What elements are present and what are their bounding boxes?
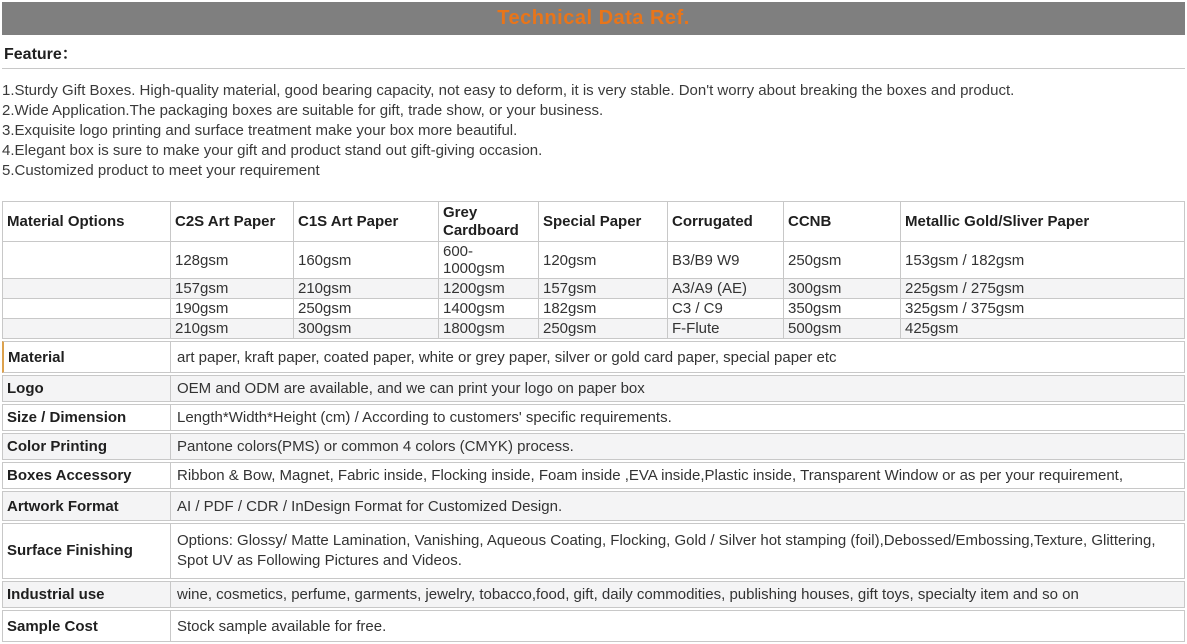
feature-item-3: 3.Exquisite logo printing and surface treatment make your box more beautiful. [2, 122, 518, 139]
spec-row-logo [2, 375, 1185, 402]
cell: 128gsm [171, 242, 294, 279]
cell: 1200gsm [439, 279, 539, 299]
cell: 300gsm [784, 279, 901, 299]
spec-table [2, 339, 1185, 644]
spec-label: Surface Finishing [2, 523, 170, 579]
cell: B3/B9 W9 [668, 242, 784, 279]
spec-value: art paper, kraft paper, coated paper, white or grey paper, silver or gold card paper, special paper etc [170, 341, 1185, 373]
feature-item-4: 4.Elegant box is sure to make your gift and product stand out gift-giving occasion. [2, 142, 543, 159]
feature-item-1: 1.Sturdy Gift Boxes. High-quality material, good bearing capacity, not easy to deform, it is very stable. Don't worry about breaking the boxes and product. [2, 82, 1015, 99]
table-row [3, 319, 1185, 339]
spec-label: Boxes Accessory [2, 462, 170, 489]
col-header-grey-cardboard: Grey Cardboard [439, 202, 539, 242]
cell: 250gsm [539, 319, 668, 339]
cell: 600-1000gsm [439, 242, 539, 279]
cell: 250gsm [784, 242, 901, 279]
cell: 250gsm [294, 299, 439, 319]
title-bar [2, 2, 1185, 35]
col-header-special-paper: Special Paper [539, 202, 668, 242]
materials-table [2, 201, 1185, 339]
cell: A3/A9 (AE) [668, 279, 784, 299]
spec-label: Logo [2, 375, 170, 402]
spec-row-industrial-use [2, 581, 1185, 608]
spec-label: Color Printing [2, 433, 170, 460]
cell: F-Flute [668, 319, 784, 339]
spec-value: Length*Width*Height (cm) / According to customers' specific requirements. [170, 404, 1185, 431]
spec-row-color-printing [2, 433, 1185, 460]
spec-label: Artwork Format [2, 491, 170, 521]
cell: 210gsm [171, 319, 294, 339]
spec-label: Industrial use [2, 581, 170, 608]
cell: 182gsm [539, 299, 668, 319]
cell: 190gsm [171, 299, 294, 319]
table-row [3, 299, 1185, 319]
table-row [3, 279, 1185, 299]
cell [3, 319, 171, 339]
cell [3, 279, 171, 299]
spec-row-material [2, 341, 1185, 373]
materials-header-row [3, 202, 1185, 242]
spec-label: Size / Dimension [2, 404, 170, 431]
spec-value: Ribbon & Bow, Magnet, Fabric inside, Flocking inside, Foam inside ,EVA inside,Plastic inside, Transparent Window or as per your requirement, [170, 462, 1185, 489]
cell: 1400gsm [439, 299, 539, 319]
spec-row-boxes-accessory [2, 462, 1185, 489]
cell: 210gsm [294, 279, 439, 299]
spec-value: AI / PDF / CDR / InDesign Format for Customized Design. [170, 491, 1185, 521]
cell [3, 242, 171, 279]
spec-row-size-dimension [2, 404, 1185, 431]
feature-item-2: 2.Wide Application.The packaging boxes are suitable for gift, trade show, or your business. [2, 102, 604, 119]
cell: 325gsm / 375gsm [901, 299, 1185, 319]
feature-heading: Feature： [2, 38, 1185, 69]
spec-row-surface-finishing [2, 523, 1185, 579]
cell: 157gsm [539, 279, 668, 299]
spec-row-sample-cost [2, 610, 1185, 642]
cell [3, 299, 171, 319]
spec-value: wine, cosmetics, perfume, garments, jewelry, tobacco,food, gift, daily commodities, publishing houses, gift toys, specialty item and so on [170, 581, 1185, 608]
col-header-corrugated: Corrugated [668, 202, 784, 242]
col-header-material-options: Material Options [3, 202, 171, 242]
table-row [3, 242, 1185, 279]
feature-item-5: 5.Customized product to meet your requirement [2, 162, 320, 179]
spec-value: Stock sample available for free. [170, 610, 1185, 642]
spec-label: Sample Cost [2, 610, 170, 642]
spec-label: Material [2, 341, 170, 373]
col-header-c1s-art-paper: C1S Art Paper [294, 202, 439, 242]
cell: 120gsm [539, 242, 668, 279]
cell: 500gsm [784, 319, 901, 339]
col-header-c2s-art-paper: C2S Art Paper [171, 202, 294, 242]
col-header-ccnb: CCNB [784, 202, 901, 242]
feature-list [2, 81, 1185, 181]
cell: 157gsm [171, 279, 294, 299]
cell: 300gsm [294, 319, 439, 339]
cell: 153gsm / 182gsm [901, 242, 1185, 279]
spec-value: Options: Glossy/ Matte Lamination, Vanishing, Aqueous Coating, Flocking, Gold / Silver hot stamping (foil),Debossed/Embossing,Texture, Glittering, Spot UV as Following Pictures and Videos. [170, 523, 1185, 579]
cell: 425gsm [901, 319, 1185, 339]
cell: 225gsm / 275gsm [901, 279, 1185, 299]
cell: 160gsm [294, 242, 439, 279]
cell: 1800gsm [439, 319, 539, 339]
spec-value: Pantone colors(PMS) or common 4 colors (CMYK) process. [170, 433, 1185, 460]
page-title: Technical Data Ref. [497, 7, 690, 29]
cell: C3 / C9 [668, 299, 784, 319]
col-header-metallic-paper: Metallic Gold/Sliver Paper [901, 202, 1185, 242]
cell: 350gsm [784, 299, 901, 319]
spec-value: OEM and ODM are available, and we can print your logo on paper box [170, 375, 1185, 402]
spec-row-artwork-format [2, 491, 1185, 521]
